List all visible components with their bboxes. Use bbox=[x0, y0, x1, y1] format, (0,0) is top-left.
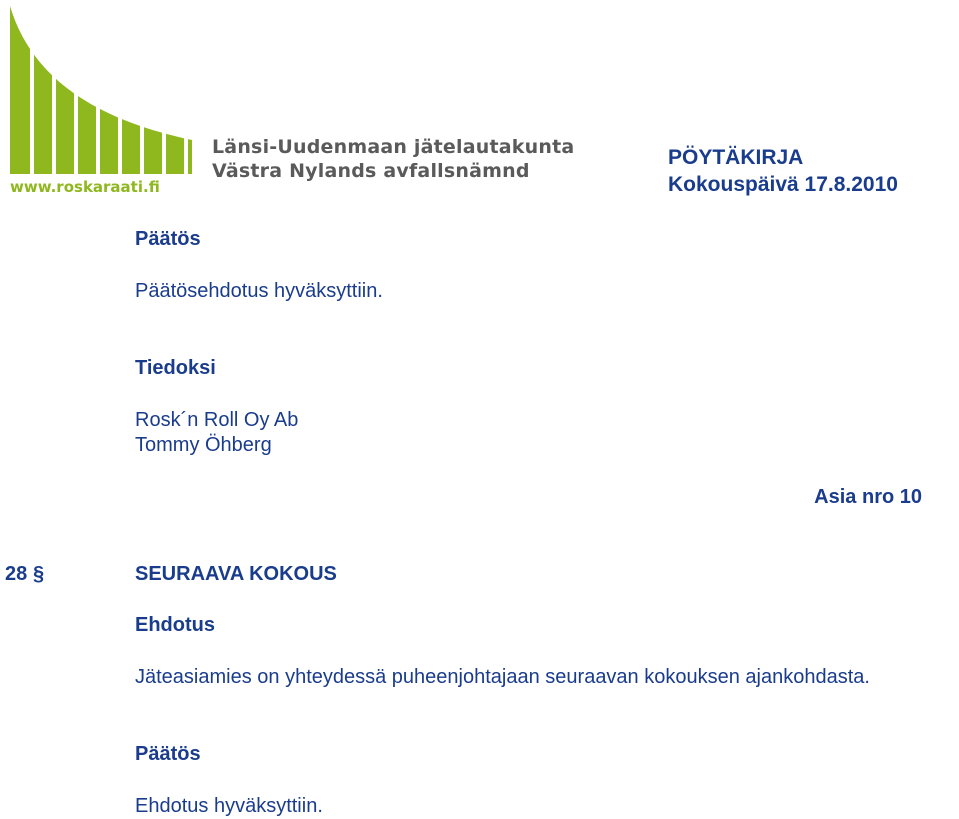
roskaraati-logo bbox=[8, 6, 198, 196]
meeting-date: Kokouspäivä 17.8.2010 bbox=[668, 173, 898, 196]
decision-heading: Päätös bbox=[135, 743, 201, 765]
org-name-fi: Länsi-Uudenmaan jätelautakunta bbox=[212, 136, 575, 158]
logo-graphic bbox=[8, 6, 198, 196]
proposal-heading: Ehdotus bbox=[135, 614, 215, 636]
info-heading: Tiedoksi bbox=[135, 357, 216, 379]
proposal-text: Jäteasiamies on yhteydessä puheenjohtajaan seuraavan kokouksen ajankohdasta. bbox=[135, 666, 870, 688]
section-title: SEURAAVA KOKOUS bbox=[135, 563, 337, 585]
org-name-sv: Västra Nylands avfallsnämnd bbox=[212, 160, 530, 182]
item-label: Asia nro 10 bbox=[814, 486, 922, 508]
section-sign: § bbox=[33, 563, 45, 585]
section-number: 28 bbox=[5, 563, 28, 585]
previous-decision-heading: Päätös bbox=[135, 228, 201, 250]
document-type: PÖYTÄKIRJA bbox=[668, 146, 804, 169]
logo-url: www.roskaraati.fi bbox=[10, 178, 160, 196]
recipient-person: Tommy Öhberg bbox=[135, 434, 272, 456]
previous-decision-text: Päätösehdotus hyväksyttiin. bbox=[135, 280, 383, 302]
recipient-company: Rosk´n Roll Oy Ab bbox=[135, 409, 299, 431]
decision-text: Ehdotus hyväksyttiin. bbox=[135, 795, 323, 817]
